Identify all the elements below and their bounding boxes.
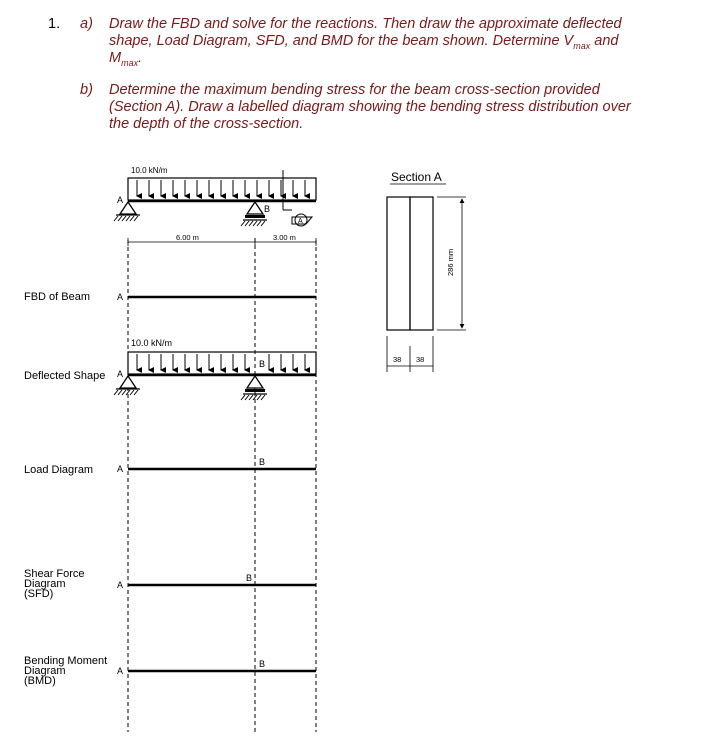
udl-box [128, 178, 316, 200]
part-b-line-3: the depth of the cross-section. [109, 116, 304, 132]
sfd-row-label [24, 569, 85, 599]
udl-label-2: 10.0 kN/m [131, 338, 173, 348]
part-a-label: a) [80, 16, 93, 32]
sfd-b-label: B [246, 573, 253, 583]
vmax-subscript: max [573, 40, 591, 51]
load-b-label: B [259, 457, 266, 467]
part-a-line-3: $M_{max}$. [109, 50, 143, 68]
udl-arrows [137, 180, 305, 196]
deflected-beam [114, 352, 316, 400]
support-a-label: A [117, 195, 124, 205]
bmd-b-label: B [259, 659, 266, 669]
bmd-label-line-2: Diagram [24, 665, 66, 677]
section-marker-label: A [298, 218, 303, 225]
span-2-label: 3.00 m [273, 233, 296, 242]
load-a-label: A [117, 464, 124, 474]
bmd-row-label [24, 656, 107, 686]
deflected-b-label: B [259, 359, 266, 369]
alignment-lines [128, 238, 316, 732]
fbd-a-label: A [117, 292, 124, 302]
part-b-label: b) [80, 82, 93, 98]
sfd-label-line-1: Shear Force [24, 568, 85, 580]
deflected-row-label: Deflected Shape [24, 370, 106, 382]
part-a-line-2-text: shape, Load Diagram, SFD, and BMD for the beam shown. Determine V [109, 33, 574, 49]
section-width-1: 38 [393, 355, 402, 364]
sfd-a-label: A [117, 580, 124, 590]
sfd-label-line-2: Diagram [24, 578, 66, 590]
bmd-label-line-3: (BMD) [24, 675, 56, 687]
part-a-line-1: Draw the FBD and solve for the reactions. Then draw the approximate deflected [109, 16, 622, 32]
udl-label: 10.0 kN/m [131, 166, 168, 175]
section-width-2: 38 [416, 355, 425, 364]
mmax-subscript: max [121, 57, 139, 68]
section-height-label: 286 mm [446, 248, 455, 276]
part-a-line-2-end: and [590, 33, 619, 49]
sfd-label-line-3: (SFD) [24, 588, 54, 600]
support-b-roller-2 [241, 376, 267, 400]
mmax-symbol: M [109, 50, 122, 66]
section-title: Section A [391, 170, 442, 184]
question-number: 1. [48, 16, 61, 32]
support-b-label: B [264, 204, 271, 214]
part-b-line-1: Determine the maximum bending stress for the beam cross-section provided [109, 82, 600, 98]
bmd-label-line-1: Bending Moment [24, 655, 108, 667]
span-1-label: 6.00 m [176, 233, 199, 242]
load-row-label: Load Diagram [24, 464, 94, 476]
bmd-a-label: A [117, 666, 124, 676]
part-b-line-2: (Section A). Draw a labelled diagram showing the bending stress distribution over [109, 99, 631, 115]
section-a-drawing [387, 197, 466, 372]
udl-box-2 [128, 352, 316, 374]
fbd-row-label: FBD of Beam [24, 291, 91, 303]
deflected-a-label: A [117, 369, 124, 379]
